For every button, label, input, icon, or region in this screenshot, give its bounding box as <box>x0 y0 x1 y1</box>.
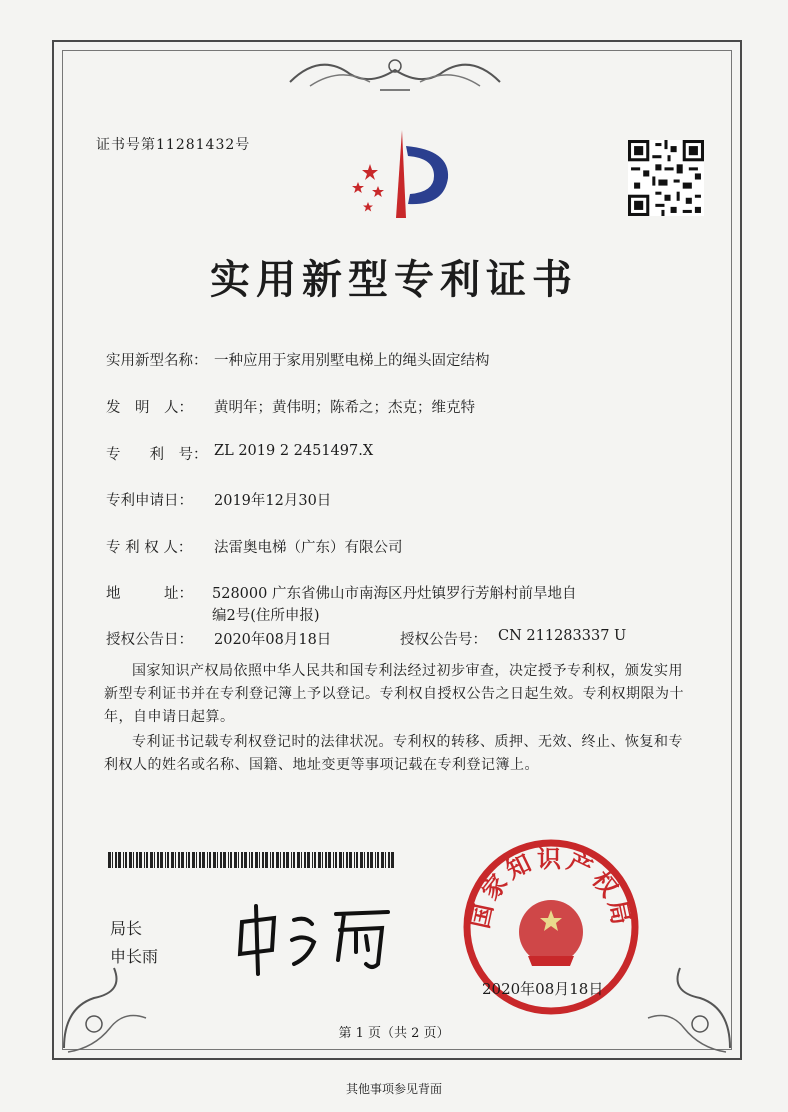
legal-status-paragraph: 专利证书记载专利权登记时的法律状况。专利权的转移、质押、无效、终止、恢复和专利权人的姓名或名称、国籍、地址变更等事项记载在专利登记簿上。 <box>104 734 683 773</box>
top-ornament-icon <box>280 52 510 96</box>
grant-date-label: 授权公告日： <box>106 632 193 648</box>
owner-value: 法雷奥电梯（广东）有限公司 <box>214 540 403 556</box>
signatory-position: 局长 <box>110 919 143 938</box>
certificate-number: 证书号第11281432号 <box>96 137 251 153</box>
address-line-1: 528000 广东省佛山市南海区丹灶镇罗行芳斛村前旱地自 <box>212 586 577 602</box>
seal-text: 国家知识产权局 <box>464 843 638 931</box>
handwritten-signature-icon <box>232 900 402 978</box>
seal-date: 2020年08月18日 <box>482 980 604 998</box>
bottom-right-ornament-icon <box>640 948 740 1058</box>
signatory-name: 申长雨 <box>110 947 159 966</box>
filing-date-value: 2019年12月30日 <box>214 493 332 509</box>
inventor-label: 发 明 人： <box>106 400 193 416</box>
grant-date-value: 2020年08月18日 <box>214 632 332 648</box>
filing-date-label: 专利申请日： <box>106 493 193 509</box>
patent-value: ZL 2019 2 2451497.X <box>214 443 374 459</box>
address-label: 地 址： <box>106 586 193 602</box>
inventor-value: 黄明年；黄伟明；陈希之；杰克；维克特 <box>214 400 475 416</box>
grant-number-label: 授权公告号： <box>400 632 487 648</box>
cnipa-logo-icon <box>340 126 460 224</box>
grant-statement-paragraph: 国家知识产权局依照中华人民共和国专利法经过初步审查，决定授予专利权，颁发实用新型专利证书并在专利登记簿上予以登记。专利权自授权公告之日起生效。专利权期限为十年，自申请日起算。 <box>104 663 684 725</box>
certificate-title: 实用新型专利证书 <box>210 256 578 303</box>
name-value: 一种应用于家用别墅电梯上的绳头固定结构 <box>214 353 490 369</box>
grant-number-value: CN 211283337 U <box>498 628 627 644</box>
barcode-icon <box>108 852 398 868</box>
address-line-2: 编2号(住所申报) <box>212 608 320 624</box>
name-label: 实用新型名称： <box>106 353 208 369</box>
qr-code-icon <box>628 140 704 216</box>
owner-label: 专 利 权 人： <box>106 540 193 556</box>
patent-label: 专 利 号： <box>106 447 208 463</box>
page-number: 第 1 页（共 2 页） <box>338 1026 450 1041</box>
footer-note: 其他事项参见背面 <box>345 1082 442 1096</box>
